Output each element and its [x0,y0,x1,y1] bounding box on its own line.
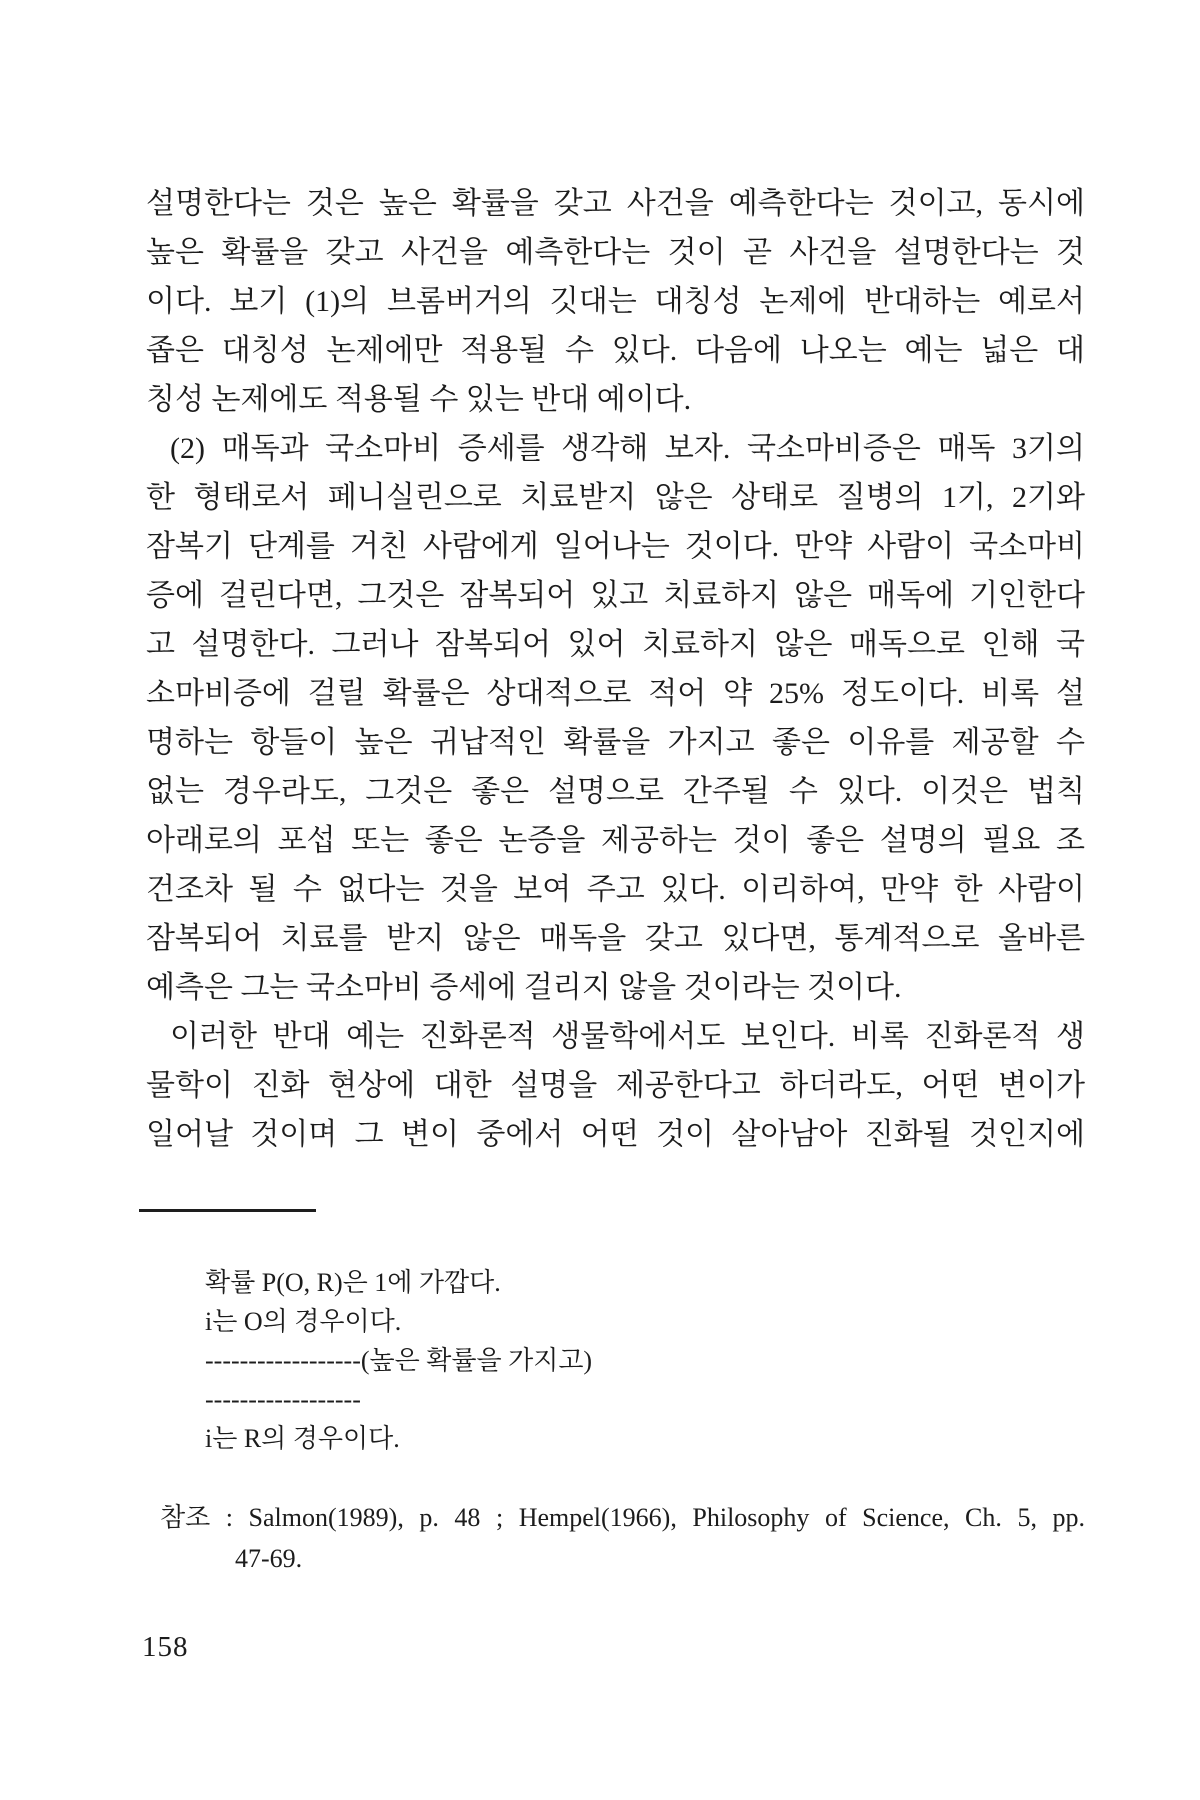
body-line: 잠복되어 치료를 받지 않은 매독을 갖고 있다면, 통계적으로 올바른 [146,922,1085,955]
body-line: 건조차 될 수 없다는 것을 보여 주고 있다. 이리하여, 만약 한 사람이 [146,873,1085,906]
body-line: 칭성 논제에도 적용될 수 있는 반대 예이다. [146,383,692,416]
body-line-paragraph-start: 이러한 반대 예는 진화론적 생물학에서도 보인다. 비록 진화론적 생 [170,1020,1085,1053]
footnote-dashed-line: ------------------ [205,1385,361,1414]
footnote-block [205,1263,905,1458]
body-line: 이다. 보기 (1)의 브롬버거의 깃대는 대칭성 논제에 반대하는 예로서 [146,285,1085,318]
footnote-line: i는 O의 경우이다. [205,1307,402,1336]
body-text-block [146,179,1085,1159]
reference-citation: 참조 : Salmon(1989), p. 48 ; Hempel(1966), Philosophy of Science, Ch. 5, pp. [160,1503,1085,1532]
body-line: 고 설명한다. 그러나 잠복되어 있어 치료하지 않은 매독으로 인해 국 [146,628,1085,661]
body-line: 한 형태로서 페니실린으로 치료받지 않은 상태로 질병의 1기, 2기와 [146,481,1085,514]
footnote-line: 확률 P(O, R)은 1에 가깝다. [205,1268,501,1297]
body-line: 명하는 항들이 높은 귀납적인 확률을 가지고 좋은 이유를 제공할 수 [146,726,1085,759]
body-line: 아래로의 포섭 또는 좋은 논증을 제공하는 것이 좋은 설명의 필요 조 [146,824,1085,857]
page-number: 158 [142,1631,189,1663]
footnote-separator-rule [139,1209,316,1212]
body-line: 좁은 대칭성 논제에만 적용될 수 있다. 다음에 나오는 예는 넓은 대 [146,334,1085,367]
body-line: 증에 걸린다면, 그것은 잠복되어 있고 치료하지 않은 매독에 기인한다 [146,579,1085,612]
body-line: 설명한다는 것은 높은 확률을 갖고 사건을 예측한다는 것이고, 동시에 [146,187,1085,220]
reference-citation-continuation: 47-69. [235,1544,303,1573]
body-line: 잠복기 단계를 거친 사람에게 일어나는 것이다. 만약 사람이 국소마비 [146,530,1085,563]
reference-block [160,1497,1085,1579]
body-line: 없는 경우라도, 그것은 좋은 설명으로 간주될 수 있다. 이것은 법칙 [146,775,1085,808]
body-line: 높은 확률을 갖고 사건을 예측한다는 것이 곧 사건을 설명한다는 것 [146,236,1085,269]
body-line: 소마비증에 걸릴 확률은 상대적으로 적어 약 25% 정도이다. 비록 설 [146,677,1085,710]
body-line: 예측은 그는 국소마비 증세에 걸리지 않을 것이라는 것이다. [146,971,902,1004]
body-line-paragraph-start: (2) 매독과 국소마비 증세를 생각해 보자. 국소마비증은 매독 3기의 [170,432,1085,465]
footnote-dashed-line: ------------------(높은 확률을 가지고) [205,1346,593,1375]
footnote-line: i는 R의 경우이다. [205,1424,400,1453]
body-line: 일어날 것이며 그 변이 중에서 어떤 것이 살아남아 진화될 것인지에 [146,1118,1085,1151]
body-line: 물학이 진화 현상에 대한 설명을 제공한다고 하더라도, 어떤 변이가 [146,1069,1085,1102]
